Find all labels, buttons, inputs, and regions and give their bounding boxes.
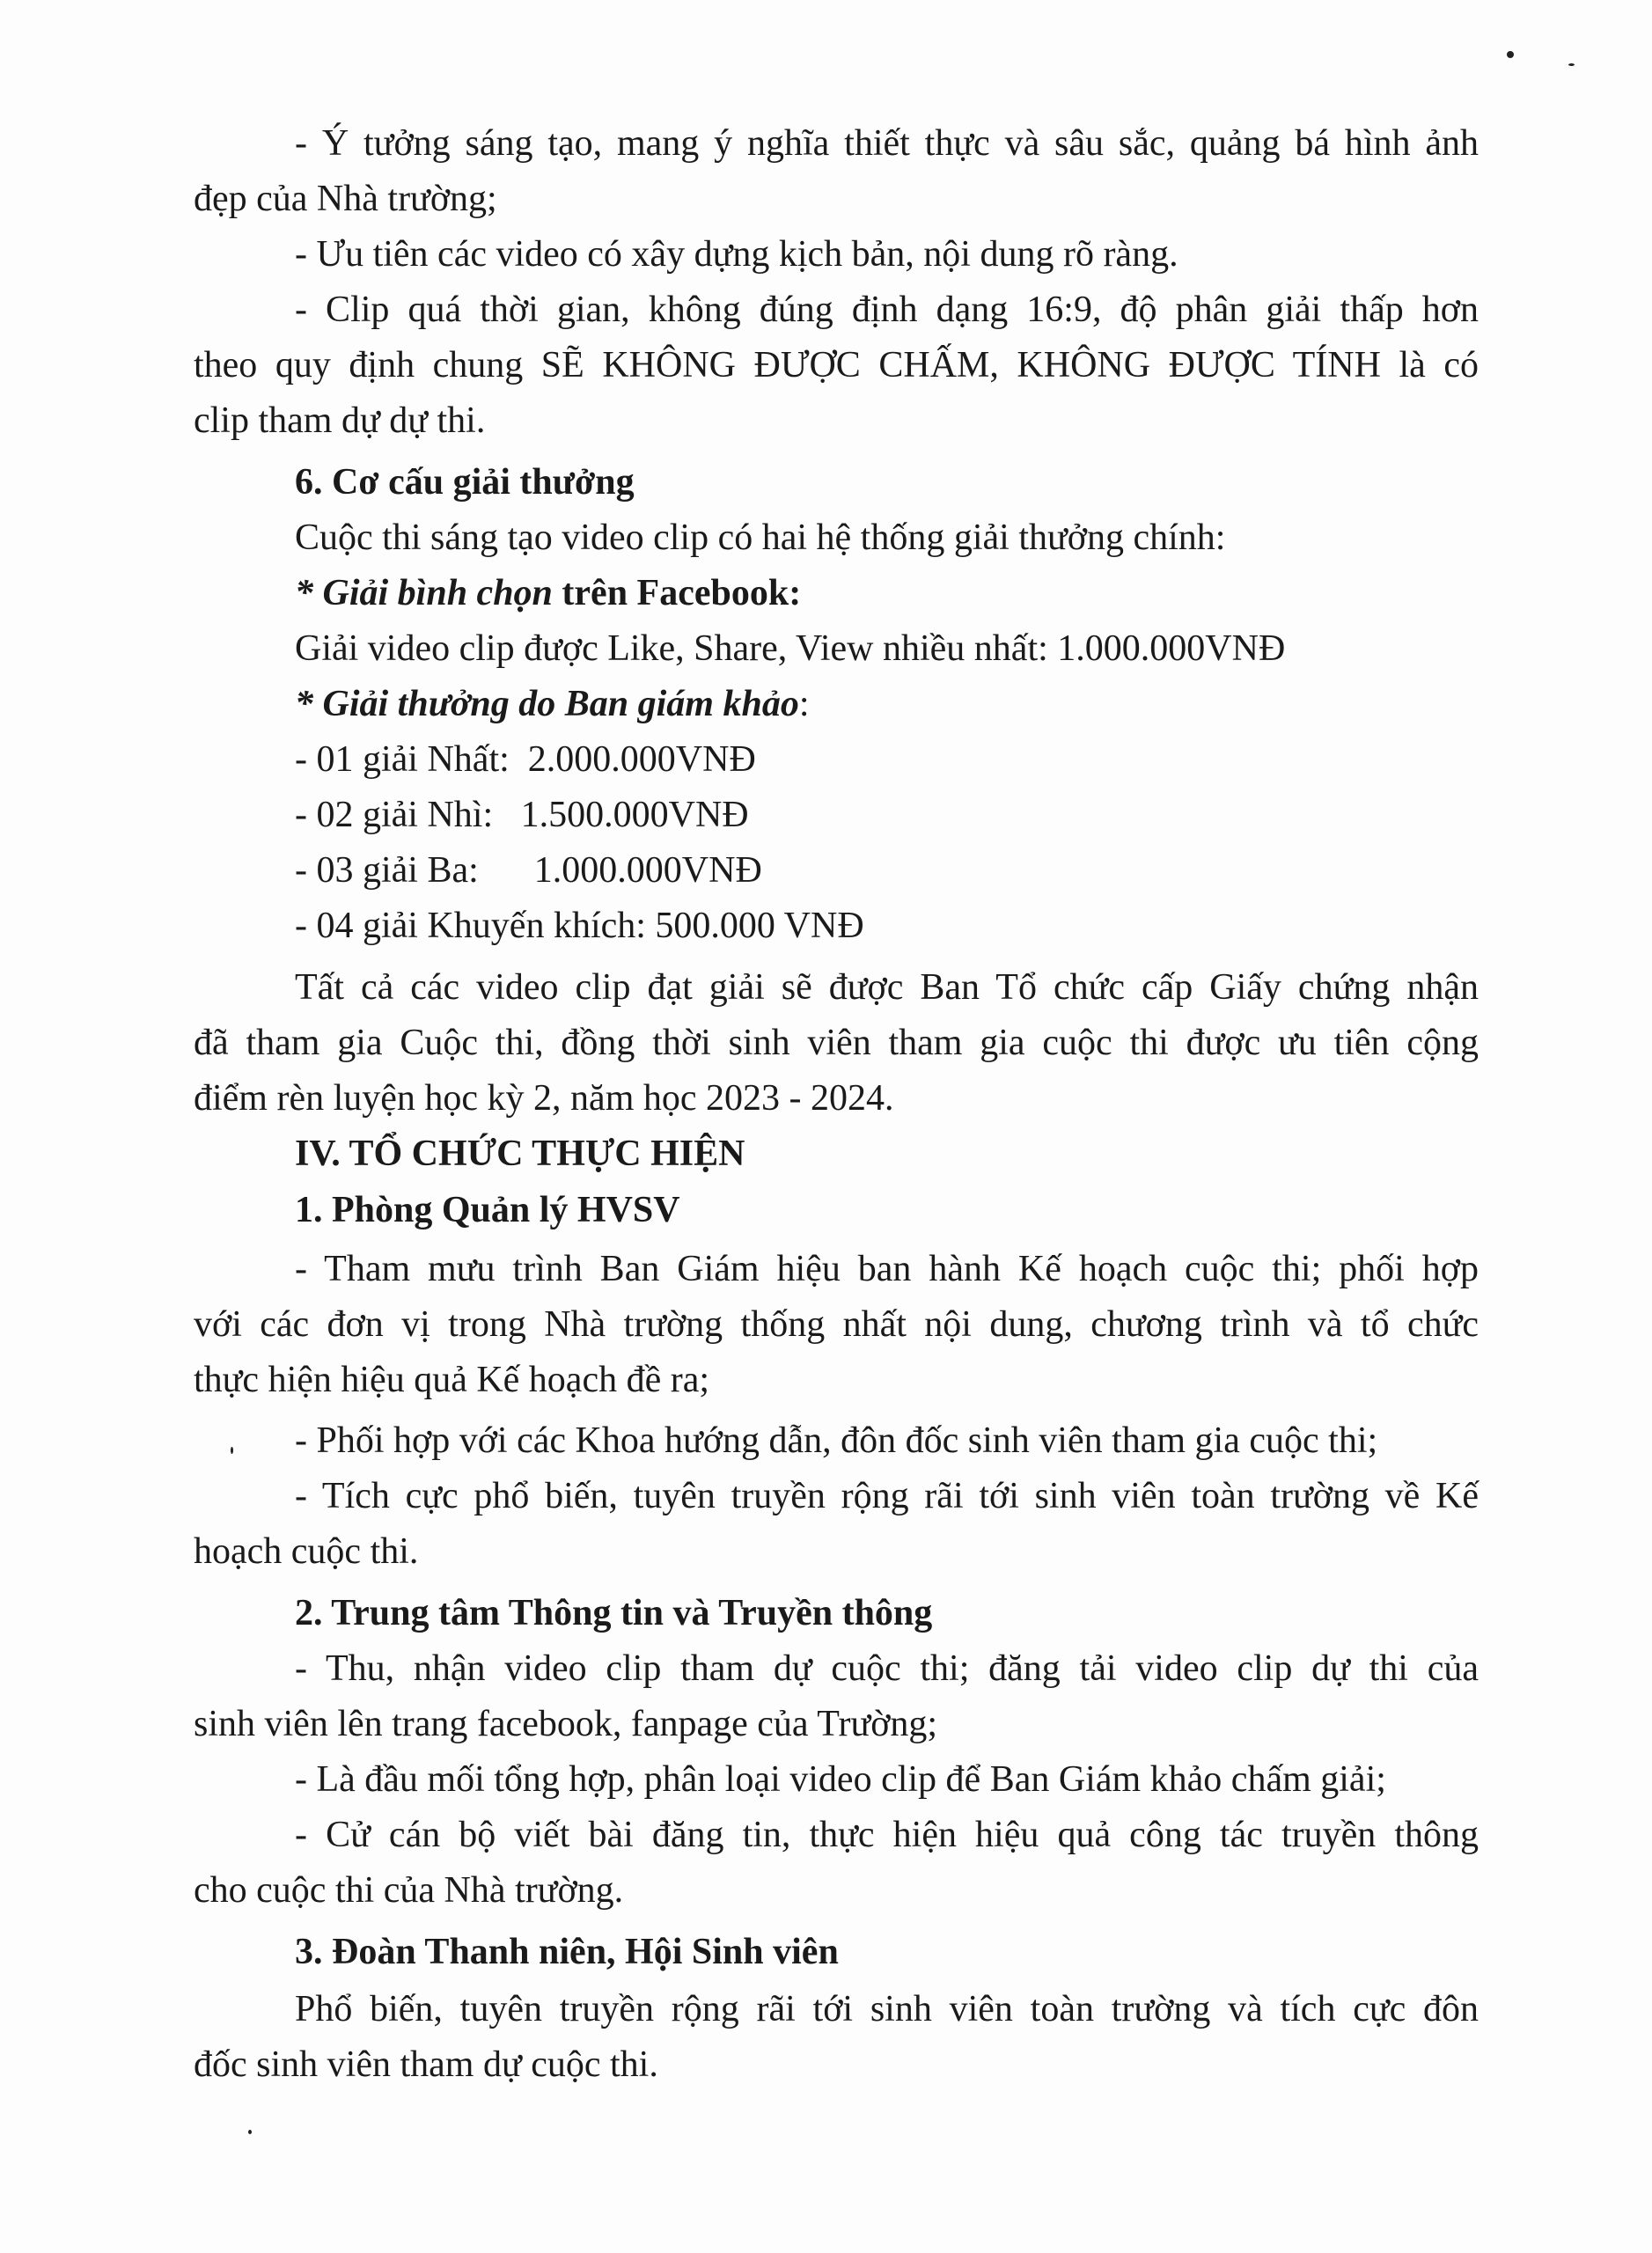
text-line: Tất cả các video clip đạt giải sẽ được Ban Tổ chức cấp Giấy chứng nhận — [295, 967, 1479, 1008]
text-line: Cuộc thi sáng tạo video clip có hai hệ thống giải thưởng chính: — [295, 517, 1226, 558]
emphasis: * Giải thưởng do Ban giám khảo — [295, 684, 799, 724]
text-line: theo quy định chung SẼ KHÔNG ĐƯỢC CHẤM, KHÔNG ĐƯỢC TÍNH là có — [194, 345, 1479, 385]
scan-speck — [1568, 63, 1575, 66]
prize-item: - 01 giải Nhất: 2.000.000VNĐ — [295, 739, 756, 780]
text-line: thực hiện hiệu quả Kế hoạch đề ra; — [194, 1360, 710, 1400]
prize-item: - 03 giải Ba: 1.000.000VNĐ — [295, 850, 762, 891]
prize-item: - 04 giải Khuyến khích: 500.000 VNĐ — [295, 906, 864, 946]
text-line: - Tham mưu trình Ban Giám hiệu ban hành Kế hoạch cuộc thi; phối hợp — [295, 1249, 1479, 1289]
subsection-heading: 2. Trung tâm Thông tin và Truyền thông — [295, 1593, 933, 1633]
colon: : — [798, 684, 810, 724]
text-line: - Tích cực phổ biến, tuyên truyền rộng rãi tới sinh viên toàn trường về Kế — [295, 1476, 1479, 1516]
text-line: - Cử cán bộ viết bài đăng tin, thực hiện hiệu quả công tác truyền thông — [295, 1815, 1479, 1855]
text-line: điểm rèn luyện học kỳ 2, năm học 2023 - 2024. — [194, 1078, 894, 1119]
text-line: đã tham gia Cuộc thi, đồng thời sinh viên tham gia cuộc thi được ưu tiên cộng — [194, 1023, 1479, 1063]
prize-category-heading — [295, 567, 1479, 620]
prize-item: - 02 giải Nhì: 1.500.000VNĐ — [295, 795, 749, 835]
subsection-heading: 1. Phòng Quản lý HVSV — [295, 1190, 680, 1230]
scan-speck — [1507, 51, 1514, 58]
text-line: - Ý tưởng sáng tạo, mang ý nghĩa thiết thực và sâu sắc, quảng bá hình ảnh — [295, 123, 1479, 164]
text-line: với các đơn vị trong Nhà trường thống nhất nội dung, chương trình và tổ chức — [194, 1304, 1479, 1345]
text-line: - Clip quá thời gian, không đúng định dạng 16:9, độ phân giải thấp hơn — [295, 290, 1479, 330]
emphasis: trên Facebook: — [552, 573, 802, 613]
text-line: - Là đầu mối tổng hợp, phân loại video clip để Ban Giám khảo chấm giải; — [295, 1759, 1386, 1800]
text-line: cho cuộc thi của Nhà trường. — [194, 1870, 624, 1911]
section-heading: IV. TỔ CHỨC THỰC HIỆN — [295, 1134, 745, 1174]
subsection-heading: 3. Đoàn Thanh niên, Hội Sinh viên — [295, 1932, 839, 1972]
text-line: sinh viên lên trang facebook, fanpage của Trường; — [194, 1704, 938, 1744]
document-page — [194, 0, 1479, 2253]
text-line: - Ưu tiên các video có xây dựng kịch bản, nội dung rõ ràng. — [295, 234, 1178, 275]
emphasis: * Giải bình chọn — [295, 573, 553, 613]
scan-speck — [248, 2130, 252, 2134]
text-line: - Thu, nhận video clip tham dự cuộc thi; đăng tải video clip dự thi của — [295, 1648, 1479, 1689]
section-heading: 6. Cơ cấu giải thưởng — [295, 462, 635, 503]
text-line: đẹp của Nhà trường; — [194, 179, 497, 219]
text-line: đốc sinh viên tham dự cuộc thi. — [194, 2044, 658, 2085]
text-line: Phổ biến, tuyên truyền rộng rãi tới sinh viên toàn trường và tích cực đôn — [295, 1989, 1479, 2029]
text-line: - Phối hợp với các Khoa hướng dẫn, đôn đốc sinh viên tham gia cuộc thi; — [295, 1420, 1378, 1461]
text-line: Giải video clip được Like, Share, View nhiều nhất: 1.000.000VNĐ — [295, 628, 1286, 669]
text-line: hoạch cuộc thi. — [194, 1531, 419, 1572]
scan-speck — [231, 1447, 233, 1454]
text-line: clip tham dự dự thi. — [194, 400, 486, 441]
prize-category-heading — [295, 678, 1479, 730]
